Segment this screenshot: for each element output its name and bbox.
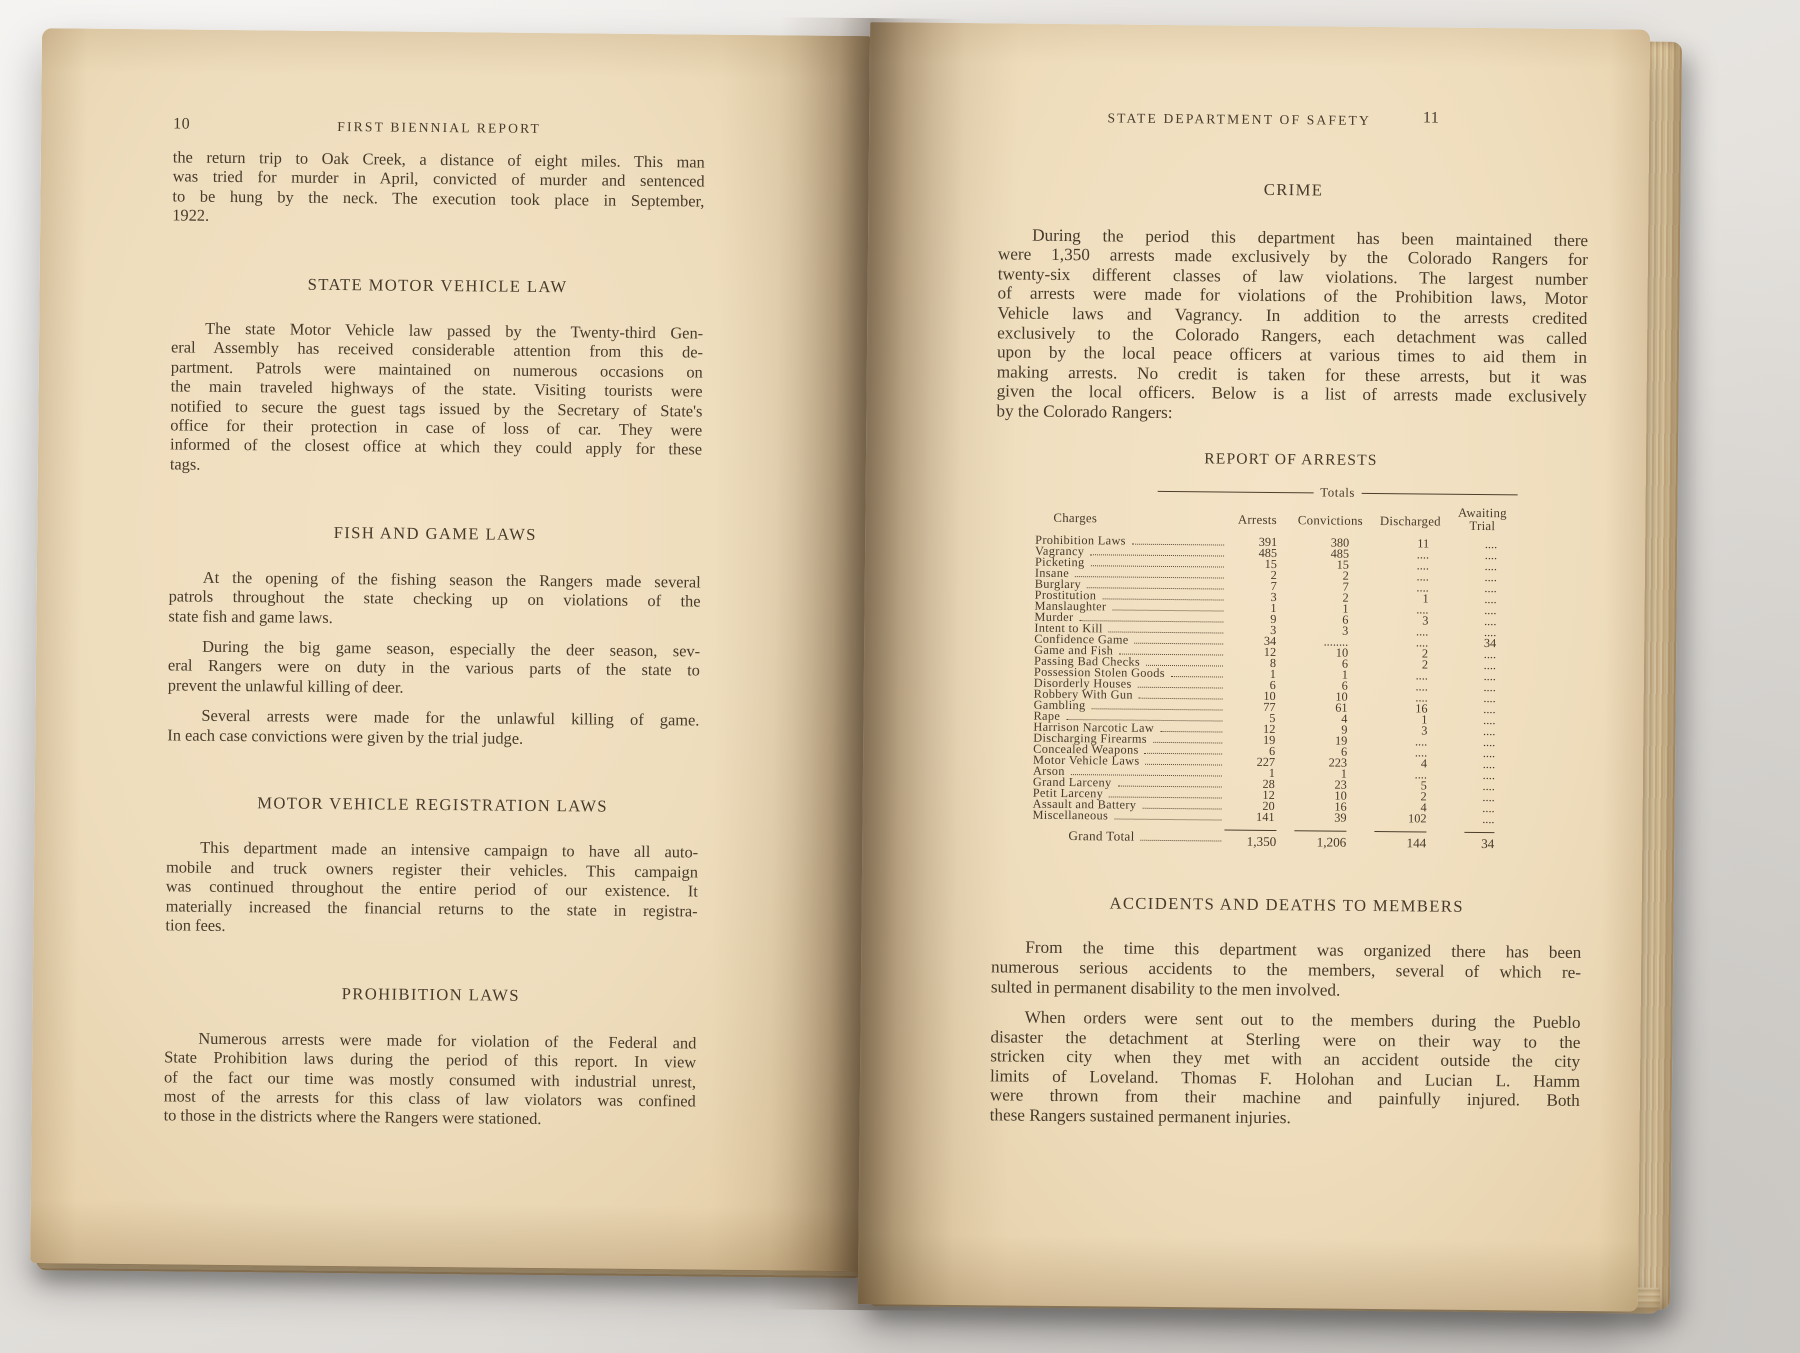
text-line: by the Colorado Rangers: [996,401,1173,422]
table-value: .... [1484,536,1498,551]
grand-total-value: 144 [1370,831,1444,851]
table-value: .... [1484,558,1498,573]
dot-leader [1146,764,1223,766]
table-value: 4 [1420,756,1428,771]
table-value: 12 [1263,721,1276,736]
dot-leader [1114,818,1221,820]
table-value: .... [1482,800,1495,815]
dot-leader [1160,731,1222,733]
text-line: exclusively to the Colorado Rangers, each detachment was called [997,322,1588,348]
charge-name: Manslaughter [1035,600,1227,613]
table-value: 12 [1263,644,1277,659]
paragraph [167,706,699,750]
text-line: were thrown from their machine and painfully injured. Both [989,1085,1580,1111]
table-value: .... [1483,723,1496,738]
paragraph [990,1007,1581,1130]
table-value: 1 [1421,712,1428,727]
dot-leader [1090,554,1224,556]
table-value: 10 [1263,688,1276,703]
table-value: 8 [1269,655,1277,670]
column-header-discharged: Discharged [1379,514,1441,529]
table-value: 77 [1263,699,1276,714]
paragraph [165,838,698,940]
dot-leader [1138,686,1223,688]
text-line: most of the arrests for this class of law violators was confined [163,1086,696,1111]
table-value: .... [1483,646,1497,661]
text-line: sulted in permanent disability to the men involved. [990,976,1341,1000]
table-value: 9 [1270,611,1277,626]
table-value: 3 [1421,723,1428,738]
text-line: partment. Patrols were maintained on numerous occasions on [170,357,703,382]
paragraph [164,1028,697,1130]
column-header-convictions: Convictions [1297,513,1364,528]
paragraph [170,318,703,478]
text-line: State Prohibition laws during the period of this report. In view [164,1047,697,1072]
table-value: 2 [1421,657,1429,672]
table-value: .... [1482,756,1496,771]
table-value: 485 [1330,546,1350,561]
dot-leader [1092,708,1223,710]
table-value: 1 [1422,591,1429,606]
table-value: .... [1416,580,1429,595]
text-line: tags. [169,454,201,474]
text-line: Numerous arrests were made for violation of the Federal and [198,1028,697,1053]
table-value: 391 [1258,534,1278,549]
charge-name: Prohibition Laws [1035,534,1227,547]
text-line: When orders were sent out to the members during the Pueblo [1024,1007,1581,1033]
totals-spanner-label: Totals [1158,482,1518,505]
table-value: .... [1483,624,1497,639]
table-value: .... [1415,624,1429,639]
table-value: 3 [1342,623,1349,638]
charge-name: Burglary [1035,578,1227,591]
table-value: 102 [1408,811,1427,826]
charge-name: Petit Larceny [1033,787,1225,800]
dot-leader [1112,609,1223,611]
table-value: 1 [1269,666,1276,681]
text-line: the main traveled highways of the state. Visiting tourists were [170,376,703,401]
paragraph [991,938,1582,1002]
table-value: .... [1483,679,1496,694]
text-line: Several arrests were made for the unlawful killing of game. [201,705,700,730]
table-value: 2 [1342,590,1349,605]
text-line: given the local officers. Below is a list of arrests made exclusively [996,381,1587,407]
text-line: The state Motor Vehicle law passed by the Twenty-third Gen- [205,318,704,343]
table-value: 5 [1420,778,1427,793]
charge-name: Motor Vehicle Laws [1033,754,1225,767]
dot-leader [1145,753,1223,755]
charge-name: Grand Larceny [1033,776,1225,789]
table-value: .... [1482,734,1496,749]
left-page [30,28,870,1271]
charge-name: Vagrancy [1035,545,1227,558]
table-value: 1 [1342,601,1349,616]
charge-name: Harrison Narcotic Law [1033,721,1225,734]
charge-name: Arson [1033,765,1225,778]
text-line: materially increased the financial returns to the state in registra- [165,895,698,921]
open-book [24,10,1686,1318]
table-value: .... [1482,745,1496,760]
dot-leader [1142,807,1221,809]
table-value: 141 [1256,809,1275,824]
charge-name: Murder [1034,611,1226,624]
table-value: .... [1484,569,1497,584]
table-value: 5 [1269,710,1276,725]
table-value: .... [1482,778,1495,793]
table-value: 23 [1334,777,1347,792]
text-line: stricken city when they met with an accident outside the city [990,1046,1581,1072]
text-line: patrols throughout the state checking up on violations of the [168,586,701,611]
text-line: to be hung by the neck. The execution took place in September, [172,186,705,211]
table-value: .... [1415,690,1428,705]
table-value: 12 [1262,787,1275,802]
left-page-content [164,147,705,1130]
text-line: eral Rangers were on duty in the various parts of the state to [167,655,701,680]
charge-name: Discharging Firearms [1033,732,1225,745]
table-value: .... [1414,745,1428,760]
dot-leader [1135,642,1224,644]
table-value: .... [1484,580,1497,595]
dot-leader [1171,676,1223,677]
table-value: 10 [1335,645,1349,660]
dot-leader [1132,543,1224,545]
table-value: .... [1416,547,1430,562]
paragraph [168,567,701,630]
table-value: .... [1416,558,1430,573]
dot-leader [1117,785,1221,787]
dot-leader [1075,576,1224,578]
dot-leader [1091,565,1224,567]
grand-total-value: 1,350 [1224,829,1284,849]
table-value: 16 [1334,799,1347,814]
column-header-arrests: Arrests [1237,512,1277,528]
charge-name: Intent to Kill [1034,622,1226,635]
table-value: .... [1484,591,1497,606]
column-header-awaiting-trial: Awaiting Trial [1457,505,1507,533]
dot-leader [1087,587,1224,589]
table-value: .... [1415,679,1428,694]
right-page-content [990,177,1589,1130]
section-heading: MOTOR VEHICLE REGISTRATION LAWS [257,793,609,816]
charge-name: Possession Stolen Goods [1034,666,1226,679]
right-page [858,22,1650,1311]
table-value: 11 [1417,536,1430,551]
table-value: .... [1483,712,1496,727]
table-value: .... [1416,602,1429,617]
table-value: 20 [1262,798,1275,813]
text-line: the return trip to Oak Creek, a distance of eight miles. This man [172,147,705,172]
table-value: 3 [1270,622,1277,637]
dot-leader [1102,598,1223,600]
table-column-headers [1035,502,1517,533]
text-line: upon by the local peace officers at various times to aid them in [996,342,1588,368]
table-value: .... [1414,734,1428,749]
table-value: 380 [1330,535,1350,550]
charge-name: Miscellaneous [1033,809,1225,822]
table-value: 28 [1262,776,1275,791]
text-line: From the time this department was organized there has been [1025,937,1582,963]
dot-leader [1153,742,1222,744]
section-heading: PROHIBITION LAWS [341,984,521,1006]
table-value: 9 [1341,722,1348,737]
charge-name: Game and Fish [1034,644,1226,657]
table-value: 34 [1483,635,1497,650]
table-value: .... [1414,767,1428,782]
table-value: 4 [1420,800,1427,815]
table-value: .... [1484,602,1497,617]
table-value: 223 [1328,755,1348,770]
text-line: During the big game season, especially the deer season, sev- [202,636,701,661]
right-running-header: STATE DEPARTMENT OF SAFETY [1107,110,1372,128]
column-header-charges: Charges [1053,511,1098,526]
table-value: 6 [1341,656,1349,671]
right-page-number: 11 [1422,109,1440,127]
text-line: was tried for murder in April, convicted of murder and sentenced [172,166,705,191]
table-value: 6 [1340,744,1348,759]
text-line: During the period this department has been maintained there [1032,225,1589,250]
table-value: .... [1483,690,1496,705]
table-totals-spanner-row [1036,481,1518,505]
table-value: 39 [1334,810,1347,825]
left-page-header [173,115,705,142]
text-line: 1922. [172,205,210,225]
grand-total-row [1032,827,1514,851]
text-line: numerous serious accidents to the members, several of which re- [991,957,1582,982]
paragraph [996,225,1588,427]
grand-total-value: 1,206 [1284,830,1370,850]
text-line: was continued throughout the entire period of our existence. It [165,876,698,901]
table-value: .... [1482,767,1496,782]
paragraph [168,636,701,699]
table-value: 2 [1342,568,1349,583]
text-line: office for their protection in case of loss of car. They were [170,415,703,440]
text-line: to those in the districts where the Rangers were stationed. [163,1105,542,1129]
dot-leader [1141,839,1222,841]
table-value: .... [1484,613,1497,628]
charge-name: Rape [1033,710,1225,723]
table-value: 7 [1342,579,1349,594]
table-value: 1 [1341,667,1348,682]
charge-name: Insane [1035,567,1227,580]
text-line: At the opening of the fishing season the Rangers made several [202,567,701,592]
text-line: these Rangers sustained permanent injuries. [989,1105,1291,1128]
text-line: state fish and game laws. [168,605,333,627]
accidents-paragraphs [990,938,1582,1131]
table-value: .... [1482,789,1495,804]
table-value: 6 [1342,612,1349,627]
charge-name: Robbery With Gun [1034,688,1226,701]
table-value: 15 [1336,557,1350,572]
section-heading: FISH AND GAME LAWS [333,523,537,545]
charge-name: Disorderly Houses [1034,677,1226,690]
table-value: 34 [1263,633,1277,648]
charge-name: Picketing [1035,556,1227,569]
table-value: 16 [1415,701,1428,716]
table-value: .... [1483,701,1496,716]
table-value: 6 [1269,677,1276,692]
text-line: disaster the detachment at Sterling were on their way to the [990,1027,1581,1052]
text-line: notified to secure the guest tags issued by the Secretary of State's [170,396,703,421]
table-value: 2 [1270,567,1277,582]
charge-name: Confidence Game [1034,633,1226,646]
table-value: 19 [1262,732,1276,747]
table-value: 2 [1421,646,1429,661]
table-value: 1 [1268,765,1276,780]
table-value: 6 [1268,743,1276,758]
grand-total-label: Grand Total [1032,827,1224,848]
table-value: 227 [1256,754,1276,769]
table-value: 2 [1420,789,1427,804]
accidents-heading: ACCIDENTS AND DEATHS TO MEMBERS [1109,893,1464,916]
table-value: .... [1483,657,1497,672]
table-value: 61 [1335,700,1348,715]
charge-name: Passing Bad Checks [1034,655,1226,668]
charge-name: Gambling [1034,699,1226,712]
table-value: 3 [1422,613,1429,628]
grand-total-value: 34 [1444,831,1514,851]
table-value: 7 [1270,578,1277,593]
table-value: 19 [1334,733,1348,748]
charge-name: Assault and Battery [1033,798,1225,811]
table-value: .... [1483,668,1496,683]
report-of-arrests-table [1032,481,1517,851]
table-value: .... [1415,668,1428,683]
right-page-header [999,107,1589,135]
table-value: 4 [1341,711,1348,726]
text-line: mobile and truck owners register their vehicles. This campaign [165,857,699,882]
table-value: 3 [1270,589,1277,604]
table-value: .... [1484,547,1498,562]
crime-paragraphs [996,225,1588,427]
crime-heading: CRIME [1263,179,1324,200]
charge-name: Prostitution [1035,589,1227,602]
text-line: eral Assembly has received considerable attention from this de- [170,337,704,362]
dot-leader [1139,697,1223,699]
text-line: This department made an intensive campaign to have all auto- [200,838,699,862]
table-value: .... [1416,569,1429,584]
text-line: were 1,350 arrests made exclusively by the Colorado Rangers for [997,244,1589,270]
text-line: twenty-six different classes of law violations. The largest number [997,264,1588,289]
left-page-number: 10 [173,115,191,133]
text-line: informed of the closest office at which they could apply for these [169,434,703,459]
text-line: of arrests were made for violations of the Prohibition laws, Motor [997,283,1588,309]
table-value: 1 [1270,600,1277,615]
text-line: making arrests. No credit is taken for these arrests, but it was [996,362,1587,387]
table-rows [1033,534,1518,825]
text-line: limits of Loveland. Thomas F. Holohan and Lucian L. Hamm [989,1066,1581,1091]
text-line: prevent the unlawful killing of deer. [167,675,404,697]
text-line: In each case convictions were given by the trial judge. [167,724,524,748]
arrests-table-title: REPORT OF ARRESTS [1204,449,1378,469]
text-line: Vehicle laws and Vagrancy. In addition to the arrests credited [997,303,1588,328]
table-value: 1 [1340,766,1348,781]
table-value: 10 [1335,689,1348,704]
charge-name: Concealed Weapons [1033,743,1225,756]
table-value: 15 [1264,556,1278,571]
text-line: tion fees. [165,915,226,935]
section-heading: STATE MOTOR VEHICLE LAW [307,274,568,296]
table-value: .... [1482,811,1495,826]
table-value: 485 [1258,545,1278,560]
table-value: 10 [1334,788,1347,803]
left-running-header: FIRST BIENNIAL REPORT [337,119,542,136]
table-value: .... [1415,635,1429,650]
paragraph [172,147,705,230]
table-value: 6 [1341,678,1348,693]
text-line: of the fact our time was mostly consumed with industrial unrest, [163,1066,697,1092]
table-value: ........ [1323,634,1349,649]
